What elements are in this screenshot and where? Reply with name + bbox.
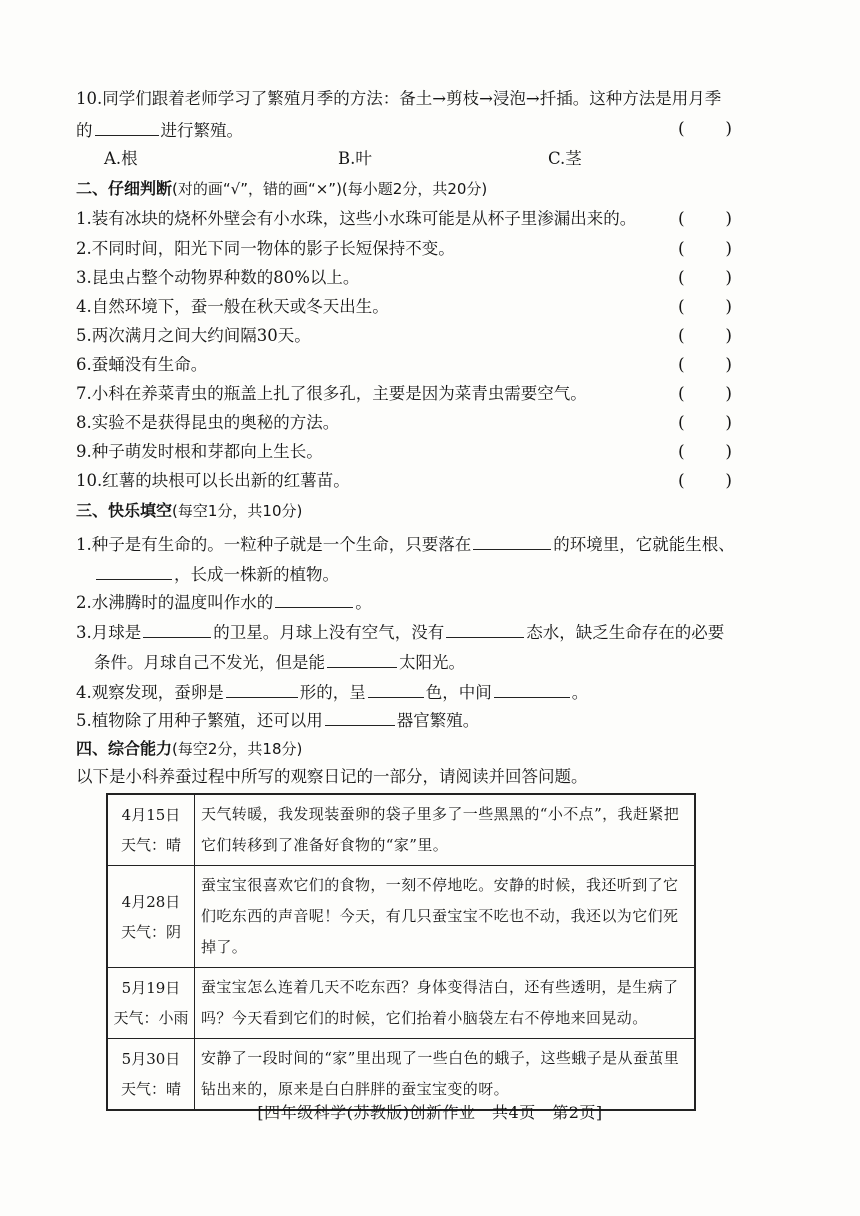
section3-heading [76, 500, 736, 522]
diary-row [107, 968, 695, 1039]
section2-heading [76, 178, 736, 200]
fill-q3-line2: 条件。月球自己不发光，但是能 太阳光。 [94, 650, 754, 674]
diary-date: 5月30日 [121, 1050, 181, 1068]
diary-entry-text: 蚕宝宝很喜欢它们的食物，一刻不停地吃。安静的时候，我还听到了它们吃东西的声音呢！今天，有几只蚕宝宝不吃也不动，我还以为它们死掉了。 [195, 866, 696, 968]
diary-row [107, 866, 695, 968]
fill-q4-blank-3[interactable] [494, 680, 570, 698]
judge-item-9-parens[interactable]: ( ) [678, 442, 732, 462]
judge-item-3-parens[interactable]: ( ) [678, 268, 732, 288]
fill-q4: 4.观察发现，蚕卵是 形的，呈 色，中间 。 [76, 680, 736, 704]
fill-q5-blank[interactable] [325, 708, 395, 726]
fill-q1-blank-2[interactable] [96, 562, 172, 580]
diary-date: 4月15日 [121, 806, 181, 824]
page-footer: [四年级科学(苏教版)创新作业 共4页 第2页] [257, 1103, 603, 1122]
q10-text-line1: 10.同学们跟着老师学习了繁殖月季的方法：备土→剪枝→浸泡→扦插。这种方法是用月季 [76, 89, 722, 108]
diary-entry-text: 安静了一段时间的“家”里出现了一些白色的蛾子，这些蛾子是从蚕茧里钻出来的，原来是白白胖胖的蚕宝宝变的呀。 [195, 1039, 696, 1111]
fill-q4-blank-2[interactable] [368, 680, 424, 698]
q10-option-c: C.茎 [548, 149, 582, 168]
section4-note: (每空2分，共18分) [172, 740, 303, 758]
diary-date: 4月28日 [121, 892, 181, 911]
diary-date-cell [107, 968, 195, 1039]
fill-q2-blank[interactable] [275, 590, 353, 608]
judge-item-4: 4.自然环境下，蚕一般在秋天或冬天出生。 [76, 297, 389, 316]
fill-q3-blank-2[interactable] [446, 620, 524, 638]
judge-item-8: 8.实验不是获得昆虫的奥秘的方法。 [76, 413, 340, 432]
q10-suffix: 进行繁殖。 [160, 121, 243, 140]
q10-option-a: A.根 [104, 149, 138, 168]
section4-intro: 以下是小科养蚕过程中所写的观察日记的一部分，请阅读并回答问题。 [76, 767, 588, 786]
q10-text-line2 [76, 118, 736, 142]
observation-diary-table [106, 793, 696, 1111]
fill-q2: 2.水沸腾时的温度叫作水的 。 [76, 590, 736, 614]
section4-heading [76, 738, 736, 760]
judge-item-1-parens[interactable]: ( ) [678, 209, 732, 229]
fill-q1-line2: ，长成一株新的植物。 [94, 562, 754, 586]
judge-item-2-parens[interactable]: ( ) [678, 239, 732, 259]
judge-item-5: 5.两次满月之间大约间隔30天。 [76, 326, 311, 345]
fill-q1-blank-1[interactable] [473, 532, 551, 550]
judge-item-6-parens[interactable]: ( ) [678, 355, 732, 375]
q10-answer-parens[interactable]: ( ) [678, 119, 732, 139]
judge-item-6: 6.蚕蛹没有生命。 [76, 355, 208, 374]
judge-item-8-parens[interactable]: ( ) [678, 413, 732, 433]
fill-q3-line1: 3.月球是 的卫星。月球上没有空气，没有 态水，缺乏生命存在的必要 [76, 620, 736, 644]
judge-item-9: 9.种子萌发时根和芽都向上生长。 [76, 442, 323, 461]
diary-weather: 天气：晴 [120, 1080, 181, 1098]
fill-q3-blank-3[interactable] [327, 650, 397, 668]
section3-note: (每空1分，共10分) [172, 502, 303, 520]
diary-weather: 天气：阴 [120, 922, 181, 941]
diary-entry-text: 蚕宝宝怎么连着几天不吃东西？身体变得洁白，还有些透明，是生病了吗？今天看到它们的时候，它们抬着小脑袋左右不停地来回晃动。 [195, 968, 696, 1039]
diary-weather: 天气：晴 [120, 836, 181, 854]
section3-title: 三、快乐填空 [76, 501, 173, 520]
judge-item-1: 1.装有冰块的烧杯外壁会有小水珠，这些小水珠可能是从杯子里渗漏出来的。 [76, 209, 637, 228]
judge-item-3: 3.昆虫占整个动物界种数的80%以上。 [76, 268, 360, 287]
diary-row [107, 794, 695, 866]
fill-q1-line1: 1.种子是有生命的。一粒种子就是一个生命，只要落在 的环境里，它就能生根、 [76, 532, 736, 556]
judge-item-7-parens[interactable]: ( ) [678, 384, 732, 404]
judge-item-5-parens[interactable]: ( ) [678, 326, 732, 346]
judge-item-7: 7.小科在养菜青虫的瓶盖上扎了很多孔，主要是因为菜青虫需要空气。 [76, 384, 587, 403]
fill-q5: 5.植物除了用种子繁殖，还可以用 器官繁殖。 [76, 708, 736, 732]
diary-date-cell [107, 866, 195, 968]
judge-item-2: 2.不同时间，阳光下同一物体的影子长短保持不变。 [76, 239, 455, 258]
judge-item-10-parens[interactable]: ( ) [678, 471, 732, 491]
diary-date: 5月19日 [121, 979, 181, 997]
diary-weather: 天气：小雨 [113, 1009, 189, 1027]
q10-blank[interactable] [95, 118, 159, 136]
diary-date-cell [107, 794, 195, 866]
judge-item-4-parens[interactable]: ( ) [678, 297, 732, 317]
q10-prefix: 的 [76, 121, 93, 140]
section2-title: 二、仔细判断 [76, 179, 173, 198]
diary-entry-text: 天气转暖，我发现装蚕卵的袋子里多了一些黑黑的“小不点”，我赶紧把它们转移到了准备好食物的“家”里。 [195, 794, 696, 866]
judge-item-10: 10.红薯的块根可以长出新的红薯苗。 [76, 471, 350, 490]
fill-q3-blank-1[interactable] [143, 620, 211, 638]
fill-q4-blank-1[interactable] [226, 680, 298, 698]
q10-option-b: B.叶 [338, 149, 372, 168]
section2-note: (对的画“√”，错的画“×”)(每小题2分，共20分) [172, 180, 488, 198]
section4-title: 四、综合能力 [76, 739, 173, 758]
